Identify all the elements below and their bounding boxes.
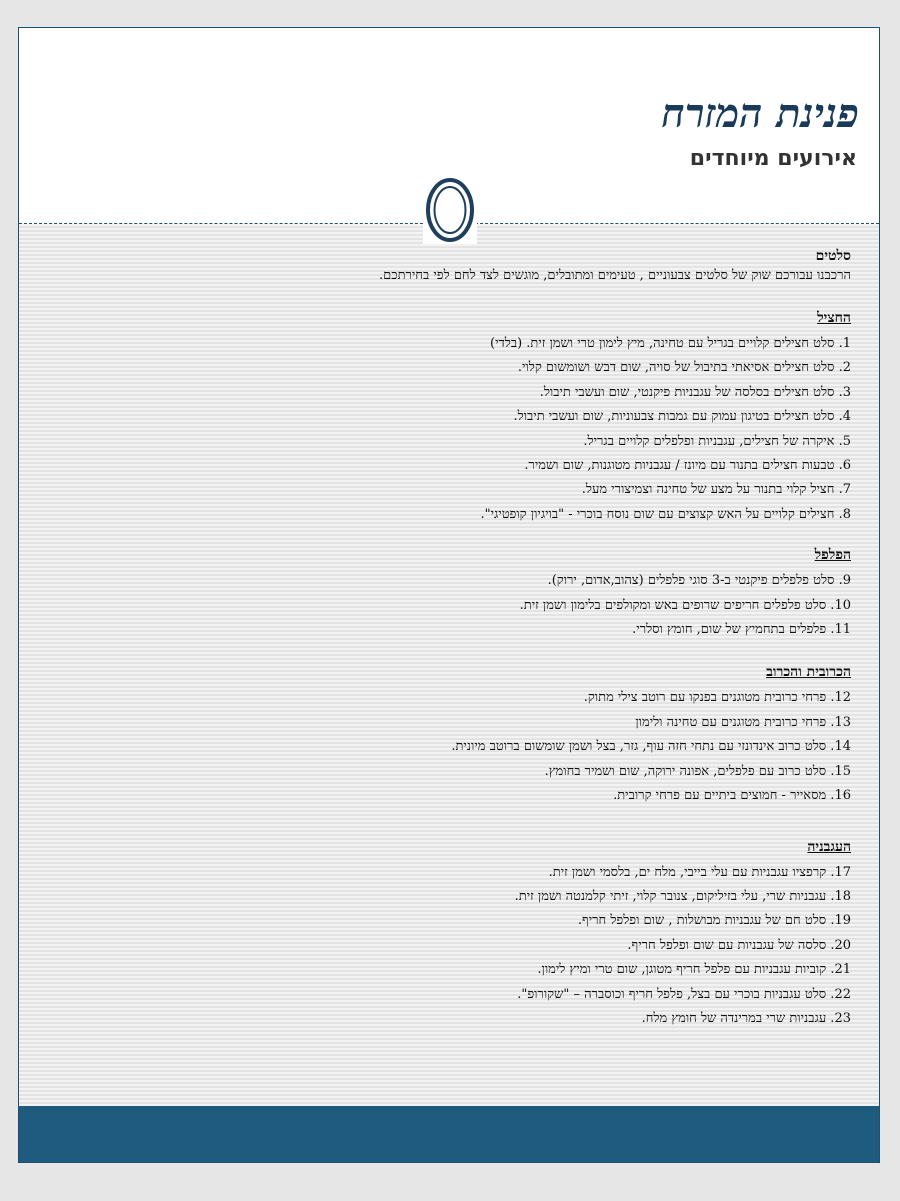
list-item: 22. סלט עגבניות בוכרי עם בצל, פלפל חריף וכוסברה – "שקורופ". (517, 986, 851, 1002)
list-item: 19. סלט חם של עגבניות מבושלות , שום ופלפל חריף. (577, 913, 851, 929)
list-item: 5. איקרה של חצילים, עגבניות ופלפלים קלויים בגריל. (583, 433, 851, 449)
list-item: 17. קרפציו עגבניות עם עלי בייבי, מלח ים, בלסמי ושמן זית. (548, 864, 851, 880)
footer-bar (19, 1106, 879, 1162)
list-item: 8. חצילים קלויים על האש קצוצים עם שום נוסח בוכרי - "בויגיון קופטיגי". (480, 506, 851, 522)
intro-heading: סלטים (815, 248, 851, 264)
list-item: 13. פרחי כרובית מטוגנים עם טחינה ולימון (635, 714, 851, 730)
section-cabbage (51, 662, 851, 808)
menu-content (51, 246, 851, 1051)
item-list (51, 686, 851, 808)
section-pepper (51, 545, 851, 642)
list-item: 6. טבעות חצילים בתנור עם מיונז / עגבניות מטוגנות, שום ושמיר. (524, 458, 851, 474)
intro-text: הרכבנו עבורכם שוק של סלטים צבעוניים , טעימים ומתובלים, מוגשים לצד לחם לפי בחירתכם. (378, 268, 851, 283)
item-list (51, 569, 851, 642)
list-item: 21. קוביות עגבניות עם פלפל חריף מטוגן, שום טרי ומיץ לימון. (537, 962, 851, 978)
section-title: הפלפל (814, 547, 851, 564)
list-item: 3. סלט חצילים בסלסה של עגבניות פיקנטי, שום ועשבי תיבול. (539, 384, 851, 400)
item-list (51, 332, 851, 527)
page-title: פנינת המזרח (661, 90, 859, 137)
list-item: 9. סלט פלפלים פיקנטי ב-3 סוגי פלפלים (צהוב,אדום, ירוק). (547, 573, 851, 589)
list-item: 18. עגבניות שרי, עלי בזיליקום, צנובר קלוי, זיתי קלמנטה ושמן זית. (514, 888, 851, 904)
menu-page (18, 27, 880, 1163)
list-item: 10. סלט פלפלים חריפים שרופים באש ומקולפים בלימון ושמן זית. (519, 597, 851, 613)
section-title: החציל (817, 310, 851, 326)
section-title: הכרובית והכרוב (766, 664, 851, 681)
list-item: 20. סלסה של עגבניות עם שום ופלפל חריף. (627, 937, 851, 953)
section-eggplant (51, 308, 851, 527)
section-title: העגבניה (807, 838, 851, 855)
list-item: 14. סלט כרוב אינדונזי עם נתחי חזה עוף, גזר, בצל ושמן שומשום ברוטב מיונית. (451, 739, 851, 755)
list-item: 16. מסאייר - חמוצים ביתיים עם פרחי קרובית. (613, 788, 851, 804)
section-tomato (51, 837, 851, 1032)
list-item: 23. עגבניות שרי במרינדה של חומץ מלח. (641, 1010, 851, 1026)
list-item: 15. סלט כרוב עם פלפלים, אפונה ירוקה, שום ושמיר בחומץ. (544, 763, 851, 779)
page-subtitle: אירועים מיוחדים (689, 146, 857, 171)
list-item: 11. פלפלים בתחמיץ של שום, חומץ וסלרי. (632, 622, 851, 638)
oval-ornament-icon (423, 176, 477, 244)
item-list (51, 861, 851, 1032)
list-item: 12. פרחי כרובית מטוגנים בפנקו עם רוטב צילי מתוק. (583, 690, 851, 706)
list-item: 4. סלט חצילים בטיגון עמוק עם גמבות צבעוניות, שום ועשבי תיבול. (513, 409, 851, 425)
menu-body (19, 224, 879, 1108)
list-item: 7. חציל קלוי בתנור על מצע של טחינה וצמיצורי מעל. (581, 482, 851, 498)
list-item: 2. סלט חצילים אסיאתי בתיבול של סויה, שום דבש ושומשום קלוי. (517, 360, 851, 376)
list-item: 1. סלט חצילים קלויים בגריל עם טחינה, מיץ לימון טרי ושמן זית. (בלדי) (490, 336, 851, 351)
